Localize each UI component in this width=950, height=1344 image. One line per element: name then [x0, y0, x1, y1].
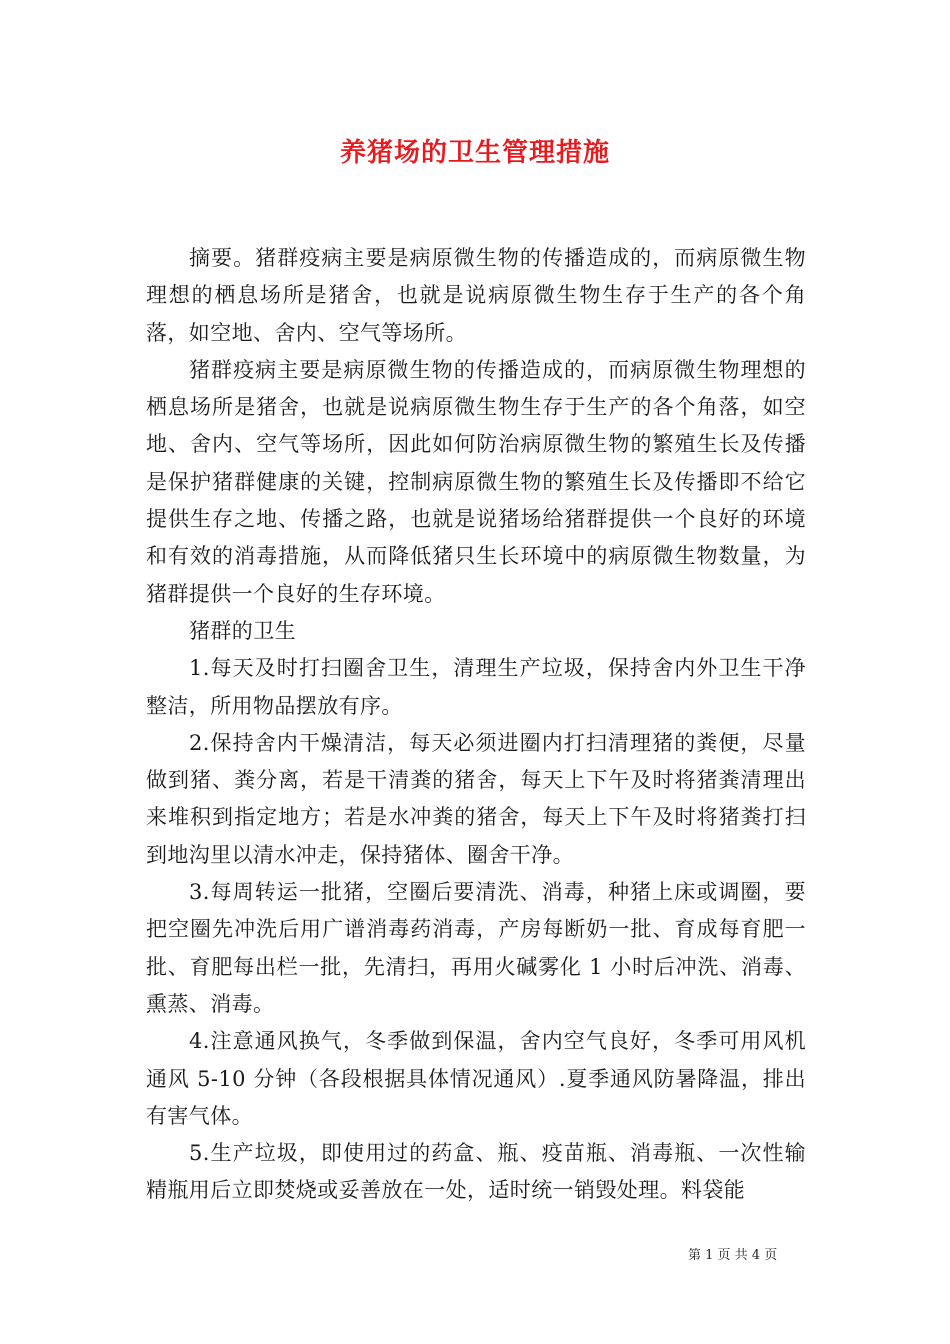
page-number-footer: 第 1 页 共 4 页 — [688, 1248, 778, 1263]
paragraph-intro: 猪群疫病主要是病原微生物的传播造成的，而病原微生物理想的栖息场所是猪舍，也就是说病原微生物生存于生产的各个角落，如空地、舍内、空气等场所，因此如何防治病原微生物的繁殖生长及传播是保护猪群健康的关键，控制病原微生物的繁殖生长及传播即不给它提供生存之地、传播之路，也就是说猪场给猪群提供一个良好的环境和有效的消毒措施，从而降低猪只生长环境中的病原微生物数量，为猪群提供一个良好的生存环境。 — [146, 357, 806, 606]
section-heading: 猪群的卫生 — [189, 618, 296, 643]
paragraph-item-1: 1.每天及时打扫圈舍卫生，清理生产垃圾，保持舍内外卫生干净整洁，所用物品摆放有序。 — [146, 656, 806, 718]
paragraph-item-5: 5.生产垃圾，即使用过的药盒、瓶、疫苗瓶、消毒瓶、一次性输精瓶用后立即焚烧或妥善放在一处，适时统一销毁处理。料袋能 — [146, 1141, 806, 1203]
paragraph-item-4: 4.注意通风换气，冬季做到保温，舍内空气良好，冬季可用风机通风 5-10 分钟（各段根据具体情况通风）.夏季通风防暑降温，排出有害气体。 — [146, 1029, 806, 1128]
document-title: 养猪场的卫生管理措施 — [339, 138, 610, 168]
document-body — [146, 240, 806, 1210]
paragraph-abstract: 摘要。猪群疫病主要是病原微生物的传播造成的，而病原微生物理想的栖息场所是猪舍，也就是说病原微生物生存于生产的各个角落，如空地、舍内、空气等场所。 — [146, 246, 806, 345]
paragraph-item-2: 2.保持舍内干燥清洁，每天必须进圈内打扫清理猪的粪便，尽量做到猪、粪分离，若是干清粪的猪舍，每天上下午及时将猪粪清理出来堆积到指定地方；若是水冲粪的猪舍，每天上下午及时将猪粪打扫到地沟里以清水冲走，保持猪体、圈舍干净。 — [146, 730, 806, 867]
paragraph-item-3: 3.每周转运一批猪，空圈后要清洗、消毒，种猪上床或调圈，要把空圈先冲洗后用广谱消毒药消毒，产房每断奶一批、育成每育肥一批、育肥每出栏一批，先清扫，再用火碱雾化 1 小时后冲洗、消毒、熏蒸、消毒。 — [146, 880, 806, 1016]
